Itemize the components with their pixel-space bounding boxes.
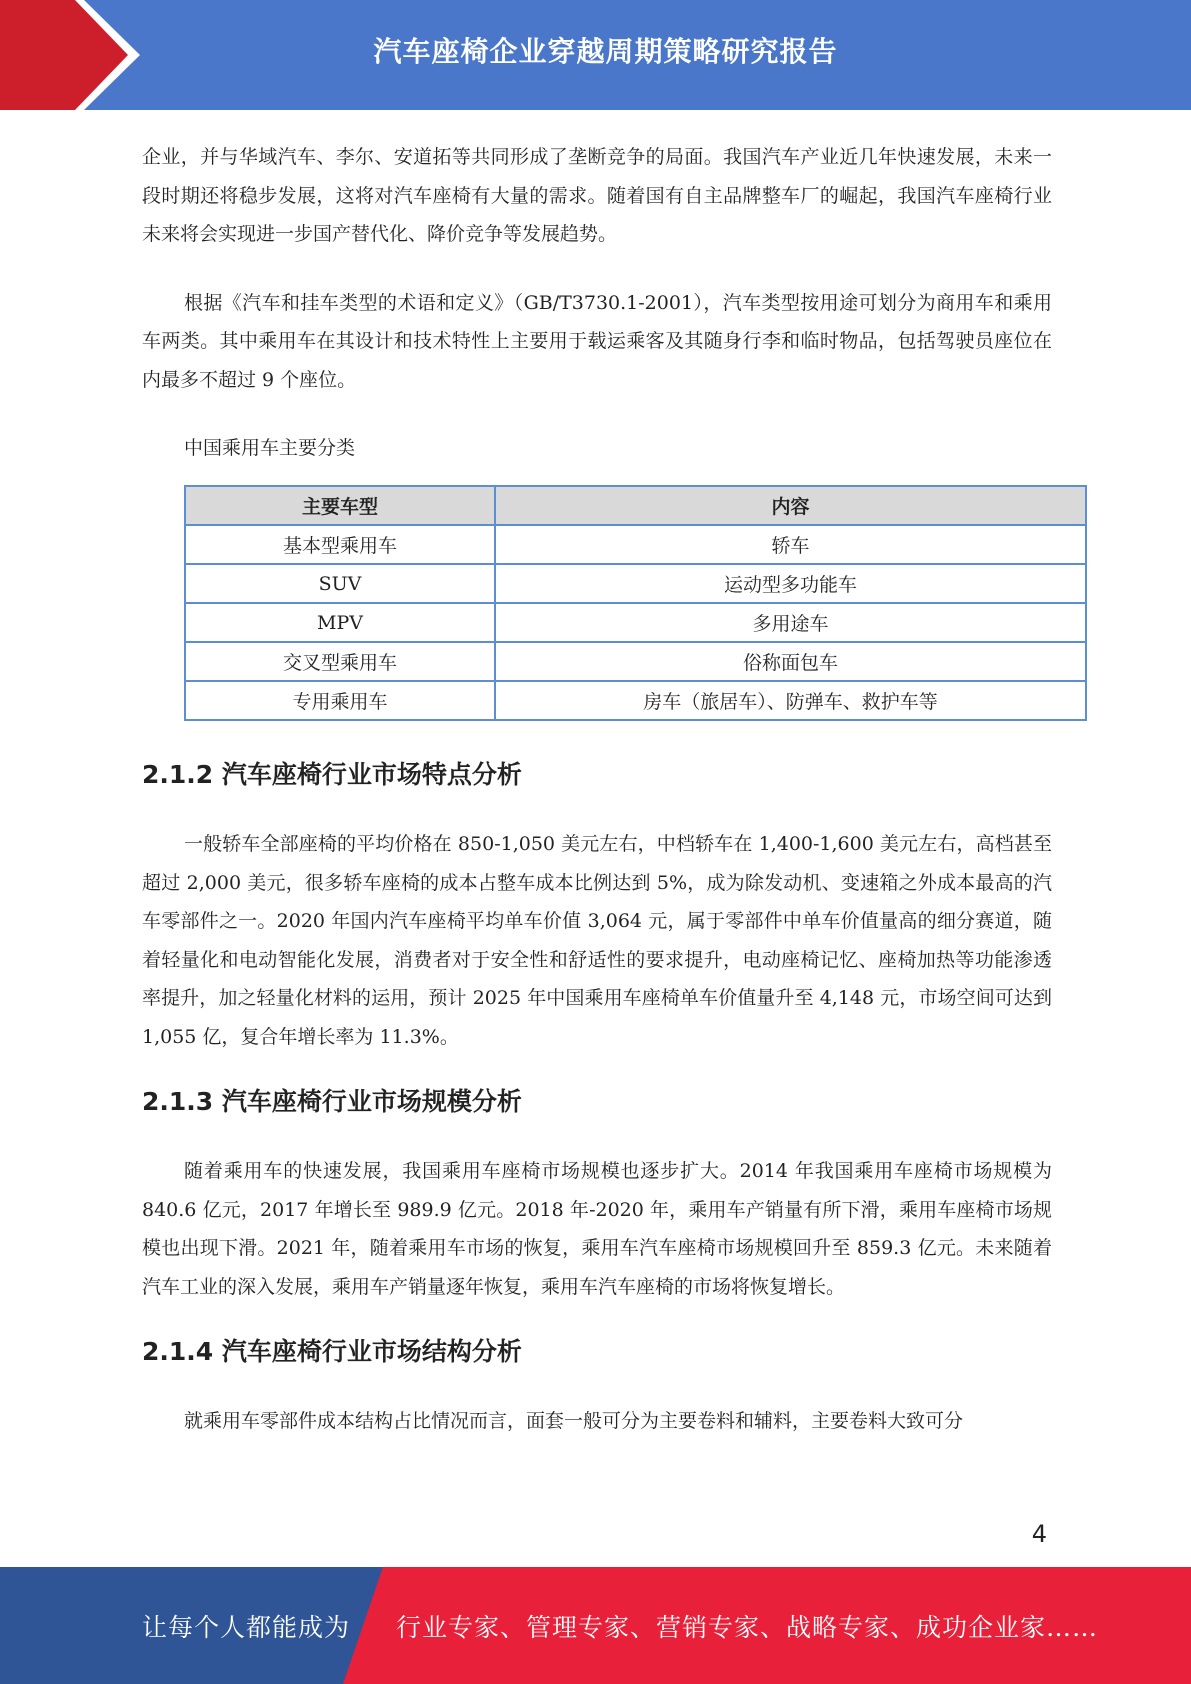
table-row xyxy=(185,681,1086,720)
table-row xyxy=(185,603,1086,642)
table-row xyxy=(185,642,1086,681)
column-header: 内容 xyxy=(495,486,1086,525)
table-header-row xyxy=(185,486,1086,525)
table-cell: 专用乘用车 xyxy=(185,681,495,720)
column-header: 主要车型 xyxy=(185,486,495,525)
table-cell: 房车（旅居车）、防弹车、救护车等 xyxy=(495,681,1086,720)
vehicle-classification-table xyxy=(184,485,1087,721)
table-cell: SUV xyxy=(185,564,495,603)
table-cell: 轿车 xyxy=(495,525,1086,564)
footer-slogan-left: 让每个人都能成为 xyxy=(142,1612,351,1642)
section-heading: 2.1.4 汽车座椅行业市场结构分析 xyxy=(142,1337,522,1366)
table-row xyxy=(185,564,1086,603)
page-content xyxy=(142,138,1052,1441)
table-cell: 多用途车 xyxy=(495,603,1086,642)
paragraph-intro: 企业，并与华域汽车、李尔、安道拓等共同形成了垄断竞争的局面。我国汽车产业近几年快速发展，未来一段时期还将稳步发展，这将对汽车座椅有大量的需求。随着国有自主品牌整车厂的崛起，我国汽车座椅行业未来将会实现进一步国产替代化、降价竞争等发展趋势。 xyxy=(142,146,1052,245)
table-caption: 中国乘用车主要分类 xyxy=(184,437,356,459)
table-cell: MPV xyxy=(185,603,495,642)
section-paragraph: 随着乘用车的快速发展，我国乘用车座椅市场规模也逐步扩大。2014 年我国乘用车座椅市场规模为 840.6 亿元，2017 年增长至 989.9 亿元。2018 年-2020 年，乘用车产销量有所下滑，乘用车座椅市场规模也出现下滑。2021 年，随着乘用车市场的恢复，乘用车汽车座椅市场规模回升至 859.3 亿元。未来随着汽车工业的深入发展，乘用车产销量逐年恢复，乘用车汽车座椅的市场将恢复增长。 xyxy=(142,1160,1052,1298)
section-heading: 2.1.3 汽车座椅行业市场规模分析 xyxy=(142,1087,522,1116)
table-cell: 俗称面包车 xyxy=(495,642,1086,681)
table-cell: 运动型多功能车 xyxy=(495,564,1086,603)
table-cell: 交叉型乘用车 xyxy=(185,642,495,681)
footer-slogan-right: 行业专家、管理专家、营销专家、战略专家、成功企业家…… xyxy=(396,1612,1099,1642)
section-paragraph: 就乘用车零部件成本结构占比情况而言，面套一般可分为主要卷料和辅料，主要卷料大致可分 xyxy=(184,1410,964,1432)
page-number: 4 xyxy=(1031,1520,1047,1548)
section-paragraph: 一般轿车全部座椅的平均价格在 850-1,050 美元左右，中档轿车在 1,400-1,600 美元左右，高档甚至超过 2,000 美元，很多轿车座椅的成本占整车成本比例达到 5%，成为除发动机、变速箱之外成本最高的汽车零部件之一。2020 年国内汽车座椅平均单车价值 3,064 元，属于零部件中单车价值量高的细分赛道，随着轻量化和电动智能化发展，消费者对于安全性和舒适性的要求提升，电动座椅记忆、座椅加热等功能渗透率提升，加之轻量化材料的运用，预计 2025 年中国乘用车座椅单车价值量升至 4,148 元，市场空间可达到 1,055 亿，复合年增长率为 11.3%。 xyxy=(142,833,1052,1048)
section-heading: 2.1.2 汽车座椅行业市场特点分析 xyxy=(142,760,522,789)
paragraph-classification: 根据《汽车和挂车类型的术语和定义》（GB/T3730.1-2001），汽车类型按用途可划分为商用车和乘用车两类。其中乘用车在其设计和技术特性上主要用于载运乘客及其随身行李和临时物品，包括驾驶员座位在内最多不超过 9 个座位。 xyxy=(142,291,1052,391)
report-title: 汽车座椅企业穿越周期策略研究报告 xyxy=(373,35,838,68)
page-footer xyxy=(0,1567,1191,1684)
page-header xyxy=(0,0,1191,110)
table-row xyxy=(185,525,1086,564)
table-cell: 基本型乘用车 xyxy=(185,525,495,564)
